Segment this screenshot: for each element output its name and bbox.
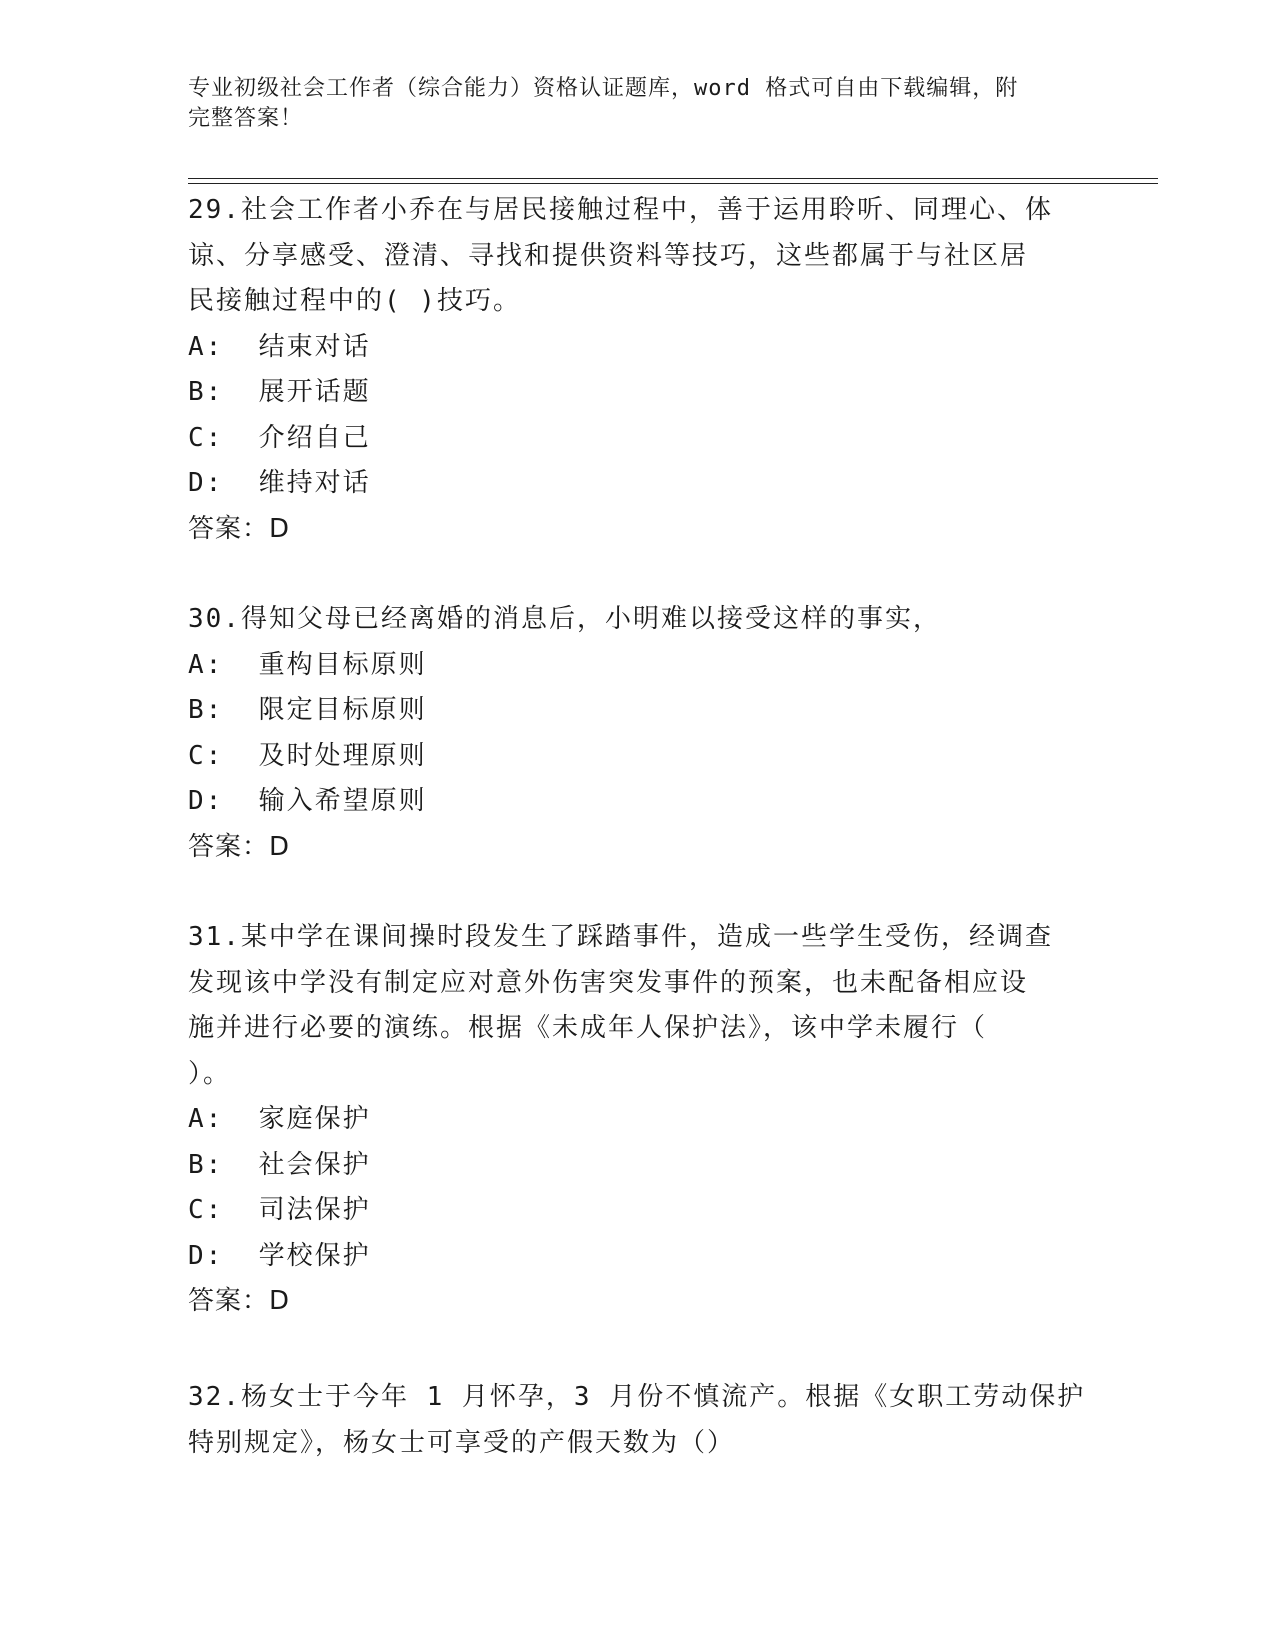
answer-line: 答案：D: [188, 513, 291, 544]
question-stem-line: 特别规定》，杨女士可享受的产假天数为（）: [188, 1427, 736, 1458]
option-d: D: 学校保护: [188, 1240, 371, 1271]
document-header: [188, 74, 1088, 134]
question-stem-line: 32.杨女士于今年 1 月怀孕，3 月份不慎流产。根据《女职工劳动保护: [188, 1382, 1086, 1412]
answer-line: 答案：D: [188, 831, 291, 862]
question-29: [188, 188, 1088, 552]
option-d: D: 维持对话: [188, 468, 371, 498]
option-b: B: 展开话题: [188, 377, 371, 407]
option-a: A: 结束对话: [188, 331, 371, 362]
question-stem-line: 施并进行必要的演练。根据《未成年人保护法》，该中学未履行（: [188, 1013, 988, 1043]
header-line-1: 专业初级社会工作者（综合能力）资格认证题库，word 格式可自由下载编辑，附: [188, 76, 1019, 101]
header-line-2: 完整答案！: [188, 106, 304, 131]
question-30: [188, 597, 1088, 870]
question-stem-line: 31.某中学在课间操时段发生了踩踏事件，造成一些学生受伤，经调查: [188, 922, 1053, 952]
option-b: B: 社会保护: [188, 1149, 371, 1180]
question-stem-line: 发现该中学没有制定应对意外伤害突发事件的预案，也未配备相应设: [188, 967, 1029, 998]
question-32: [188, 1375, 1088, 1466]
option-c: C: 及时处理原则: [188, 740, 427, 771]
header-divider-top: [188, 178, 1158, 179]
option-d: D: 输入希望原则: [188, 786, 427, 816]
option-a: A: 家庭保护: [188, 1104, 371, 1134]
option-c: C: 司法保护: [188, 1195, 371, 1225]
option-b: B: 限定目标原则: [188, 695, 427, 725]
header-divider-bottom: [188, 183, 1158, 184]
question-stem-line: 谅、分享感受、澄清、寻找和提供资料等技巧，这些都属于与社区居: [188, 240, 1029, 271]
option-a: A: 重构目标原则: [188, 649, 427, 680]
answer-line: 答案：D: [188, 1286, 291, 1316]
question-stem-line: 民接触过程中的( )技巧。: [188, 286, 521, 316]
question-stem-line: ）。: [188, 1058, 232, 1089]
question-stem-line: 29.社会工作者小乔在与居民接触过程中，善于运用聆听、同理心、体: [188, 195, 1053, 225]
question-31: [188, 915, 1088, 1325]
question-stem-line: 30.得知父母已经离婚的消息后，小明难以接受这样的事实，: [188, 604, 941, 634]
option-c: C: 介绍自己: [188, 422, 371, 453]
